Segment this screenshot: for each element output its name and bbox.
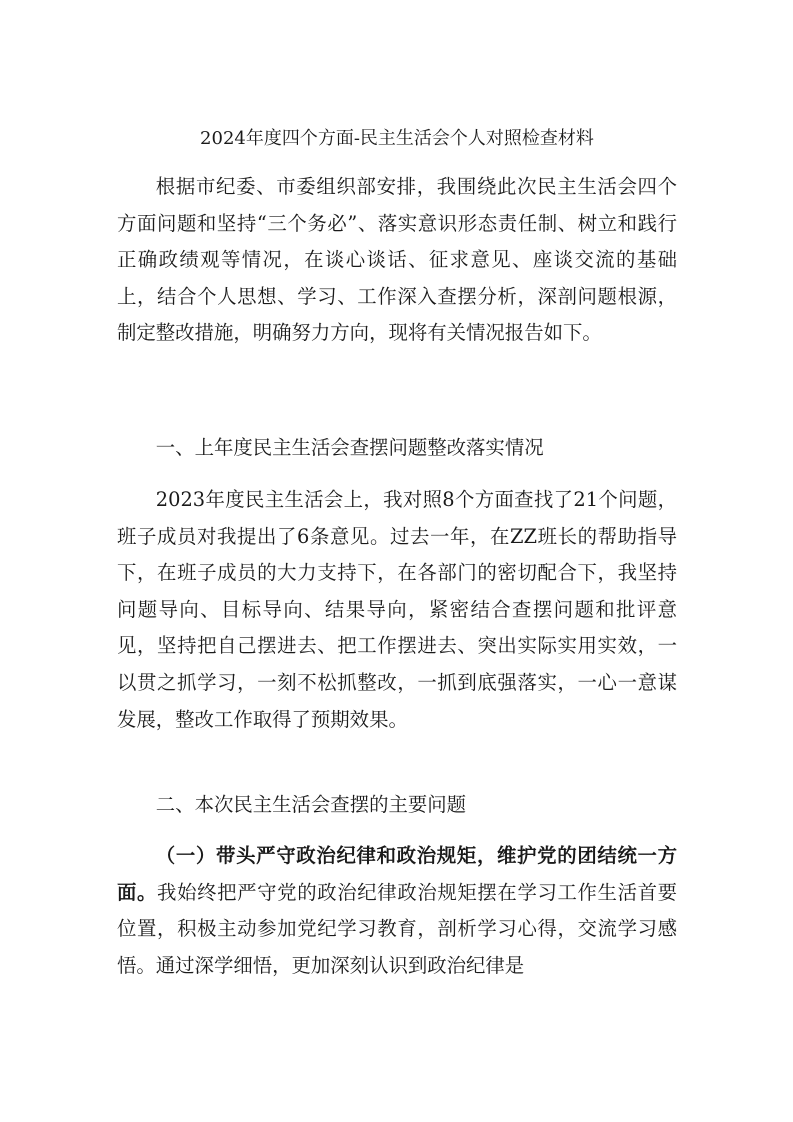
section-1-heading-block	[117, 430, 677, 467]
subsection-1-paragraph	[117, 838, 677, 984]
section-2-heading: 二、本次民主生活会查摆的主要问题	[155, 793, 467, 816]
intro-paragraph: 根据市纪委、市委组织部安排，我围绕此次民主生活会四个方面问题和坚持“三个务必”、落实意识形态责任制、树立和践行正确政绩观等情况，在谈心谈话、征求意见、座谈交流的基础上，结合个人思想、学习、工作深入查摆分析，深剖问题根源，制定整改措施，明确努力方向，现将有关情况报告如下。	[117, 175, 677, 345]
subsection-1-heading: （一）带头严守政治纪律和政治规矩，维护党的团结统一方面。	[117, 844, 677, 904]
section-1-paragraph: 2023年度民主生活会上，我对照8个方面查找了21个问题，班子成员对我提出了6条意见。过去一年，在ZZ班长的帮助指导下，在班子成员的大力支持下，在各部门的密切配合下，我坚持问题导向、目标导向、结果导向，紧密结合查摆问题和批评意见，坚持把自己摆进去、把工作摆进去、突出实际实用实效，一以贯之抓学习，一刻不松抓整改，一抓到底强落实，一心一意谋发展，整改工作取得了预期效果。	[117, 488, 677, 731]
document-title: 2024年度四个方面-民主生活会个人对照检查材料	[200, 128, 594, 149]
section-1-block	[117, 482, 677, 738]
section-2-heading-block	[117, 787, 677, 824]
section-1-heading: 一、上年度民主生活会查摆问题整改落实情况	[155, 436, 544, 459]
intro-block	[117, 169, 677, 352]
subsection-1-block	[117, 838, 677, 984]
subsection-1-text: 我始终把严守党的政治纪律政治规矩摆在学习工作生活首要位置，积极主动参加党纪学习教育，剖析学习心得，交流学习感悟。通过深学细悟，更加深刻认识到政治纪律是	[117, 880, 678, 977]
